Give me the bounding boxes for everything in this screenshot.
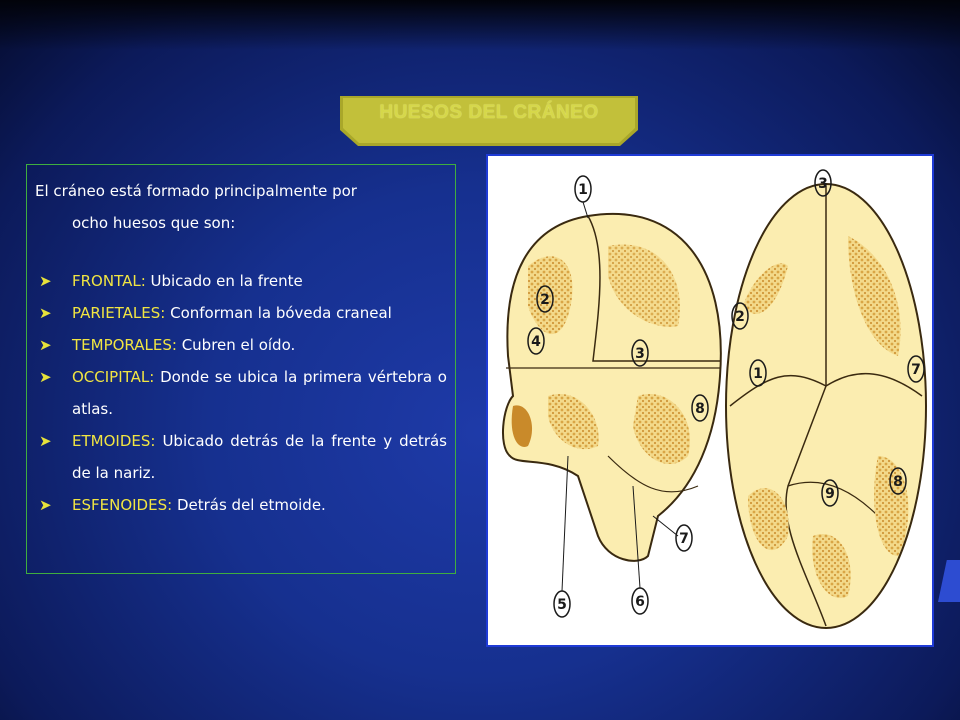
svg-text:2: 2	[540, 292, 550, 308]
skull-illustration-frame	[486, 154, 934, 647]
bone-description: Ubicado detrás de la frente y detrás de la nariz.	[72, 432, 447, 482]
svg-text:2: 2	[735, 309, 745, 325]
list-item-etmoides	[35, 425, 447, 489]
svg-text:9: 9	[825, 486, 835, 502]
arrow-bullet-icon: ➤	[39, 272, 52, 290]
svg-text:3: 3	[635, 346, 645, 362]
top-dark-band	[0, 0, 960, 50]
label-text: 1	[578, 182, 588, 198]
bone-description: Donde se ubica la primera vértebra o atlas.	[72, 368, 447, 418]
arrow-bullet-icon: ➤	[39, 368, 52, 386]
corner-decoration	[938, 560, 960, 602]
title-tab	[340, 96, 638, 148]
arrow-bullet-icon: ➤	[39, 432, 52, 450]
lateral-label-7	[653, 516, 692, 551]
intro-line-2: ocho huesos que son:	[72, 214, 236, 232]
svg-text:1: 1	[753, 366, 763, 382]
skull-illustration	[488, 156, 932, 645]
svg-text:8: 8	[695, 401, 705, 417]
bone-name: FRONTAL:	[72, 272, 146, 290]
bone-description: Conforman la bóveda craneal	[165, 304, 392, 322]
slide-title: HUESOS DEL CRÁNEO	[379, 102, 599, 123]
intro-line-1: El cráneo está formado principalmente por	[35, 182, 357, 200]
arrow-bullet-icon: ➤	[39, 304, 52, 322]
list-item-occipital	[35, 361, 447, 425]
arrow-bullet-icon: ➤	[39, 336, 52, 354]
list-item-esfenoides	[35, 489, 447, 521]
top-skull-drawing	[726, 184, 926, 628]
lateral-label-5	[554, 456, 570, 617]
svg-text:7: 7	[679, 531, 689, 547]
list-item-parietales	[35, 297, 447, 329]
bone-description: Detrás del etmoide.	[172, 496, 326, 514]
content-text-box	[26, 164, 456, 574]
intro-paragraph	[35, 175, 447, 239]
svg-text:8: 8	[893, 474, 903, 490]
list-item-temporales	[35, 329, 447, 361]
bone-name: ETMOIDES:	[72, 432, 156, 450]
svg-text:3: 3	[818, 176, 828, 192]
list-item-frontal	[35, 265, 447, 297]
bone-name: PARIETALES:	[72, 304, 166, 322]
bone-name: OCCIPITAL:	[72, 368, 155, 386]
svg-text:4: 4	[531, 334, 541, 350]
bone-name: TEMPORALES:	[72, 336, 177, 354]
lateral-skull-drawing	[503, 214, 721, 561]
bone-list	[35, 265, 447, 521]
lateral-label-1	[575, 176, 591, 218]
svg-text:5: 5	[557, 597, 567, 613]
bone-description: Cubren el oído.	[176, 336, 296, 354]
bone-name: ESFENOIDES:	[72, 496, 173, 514]
bone-description: Ubicado en la frente	[145, 272, 303, 290]
arrow-bullet-icon: ➤	[39, 496, 52, 514]
svg-text:7: 7	[911, 362, 921, 378]
svg-text:6: 6	[635, 594, 645, 610]
